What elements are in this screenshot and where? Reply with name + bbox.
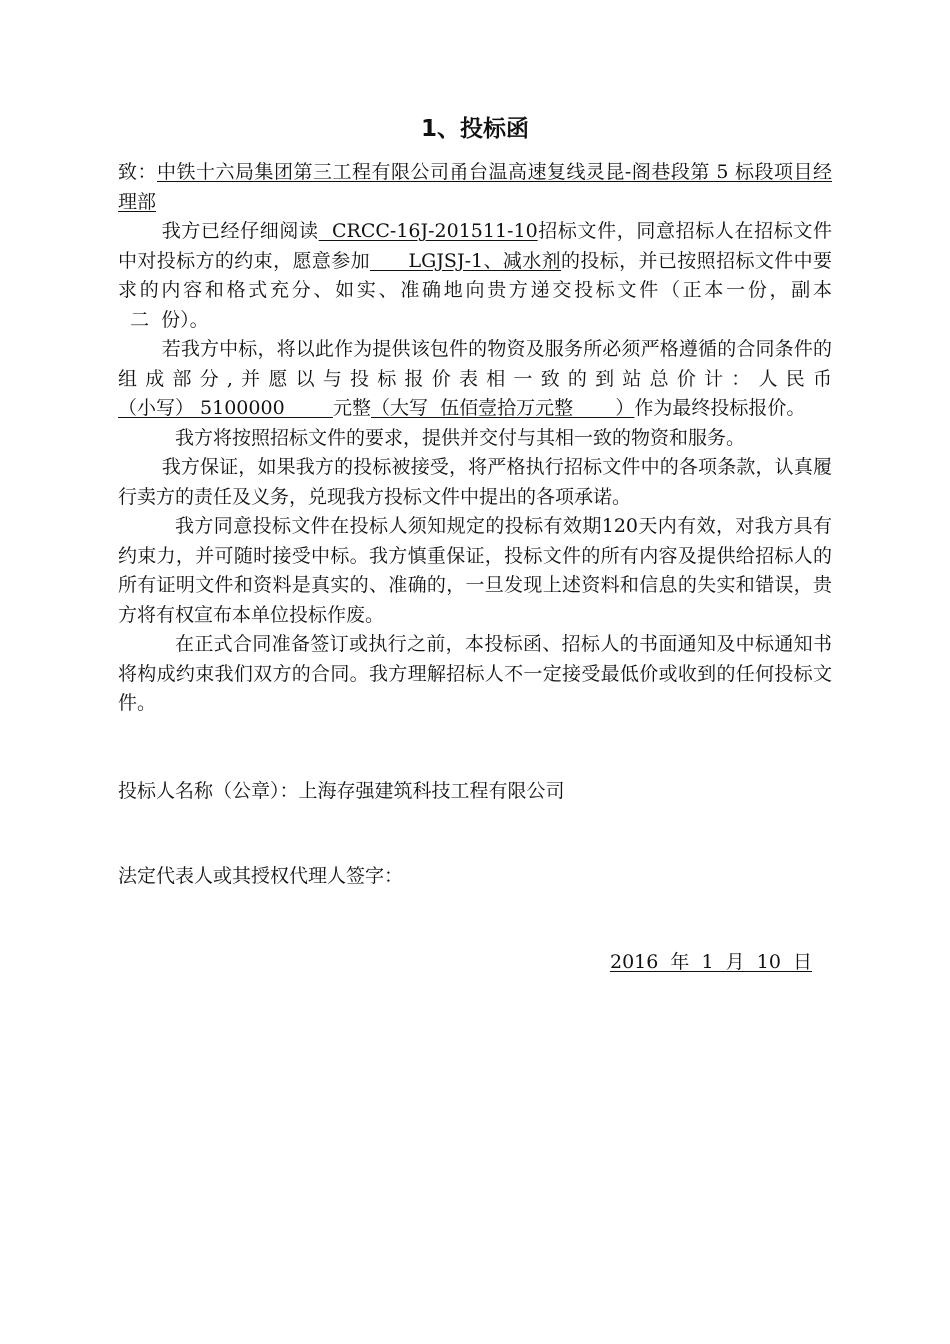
package-name: LGJSJ-1、减水剂 <box>369 249 561 272</box>
bid-letter-page <box>118 112 832 977</box>
addressee-line <box>118 158 832 217</box>
paragraph-guarantee: 我方保证，如果我方的投标被接受，将严格执行招标文件中的各项条款，认真履行卖方的责任及义务，兑现我方投标文件中提出的各项承诺。 <box>118 456 832 508</box>
paragraph-validity: 我方同意投标文件在投标人须知规定的投标有效期120天内有效，对我方具有约束力，并可随时接受中标。我方慎重保证，投标文件的所有内容及提供给招标人的所有证明文件和资料是真实的、准确的，一旦发现上述资料和信息的失实和错误，贵方将有权宣布本单位投标作废。 <box>118 515 832 626</box>
amount-small: （小写） 5100000 <box>118 397 333 419</box>
para1-text-2: 招标文件，同意招标人在招标文件中对投标方的约束，愿意参加 <box>118 220 832 272</box>
addressee-prefix: 致： <box>118 161 157 183</box>
date-line <box>118 948 832 978</box>
para2-text-2: 元整 <box>332 397 371 419</box>
para1-text-1: 我方已经仔细阅读 <box>161 220 319 242</box>
para2-text-3: 作为最终投标报价。 <box>634 397 806 419</box>
paragraph-price <box>118 335 832 424</box>
para1-text-3: 的投标，并已按照招标文件中要求的内容和格式充分、如实、准确地向贵方递交投标文件（正本一份，副本 <box>118 249 832 301</box>
paragraph-delivery: 我方将按照招标文件的要求，提供并交付与其相一致的物资和服务。 <box>175 426 746 449</box>
amount-big: （大写 伍佰壹拾万元整 ） <box>371 397 635 419</box>
bidder-name: 上海存强建筑科技工程有限公司 <box>298 779 565 802</box>
para1-text-4: 份）。 <box>161 308 209 331</box>
paragraph-contract: 在正式合同准备签订或执行之前，本投标函、招标人的书面通知及中标通知书将构成约束我们双方的合同。我方理解招标人不一定接受最低价或收到的任何投标文件。 <box>118 633 832 714</box>
tender-number: CRCC-16J-201511-10 <box>318 220 538 242</box>
addressee-name: 中铁十六局集团第三工程有限公司甬台温高速复线灵昆-阁巷段第 5 标段项目经理部 <box>118 161 832 213</box>
document-title: 1、投标函 <box>420 116 529 142</box>
para2-text-1: 若我方中标，将以此作为提供该包件的物资及服务所必须严格遵循的合同条件的组成部分,并愿以与投标报价表相一致的到站总价计：人民币 <box>118 338 832 390</box>
signing-date: 2016 年 1 月 10 日 <box>609 950 812 973</box>
copies-count: 二 <box>118 308 162 331</box>
paragraph-acceptance <box>118 217 832 335</box>
signature-line: 法定代表人或其授权代理人签字： <box>118 865 404 887</box>
bidder-line <box>118 777 832 807</box>
bidder-label: 投标人名称（公章）： <box>118 779 299 802</box>
